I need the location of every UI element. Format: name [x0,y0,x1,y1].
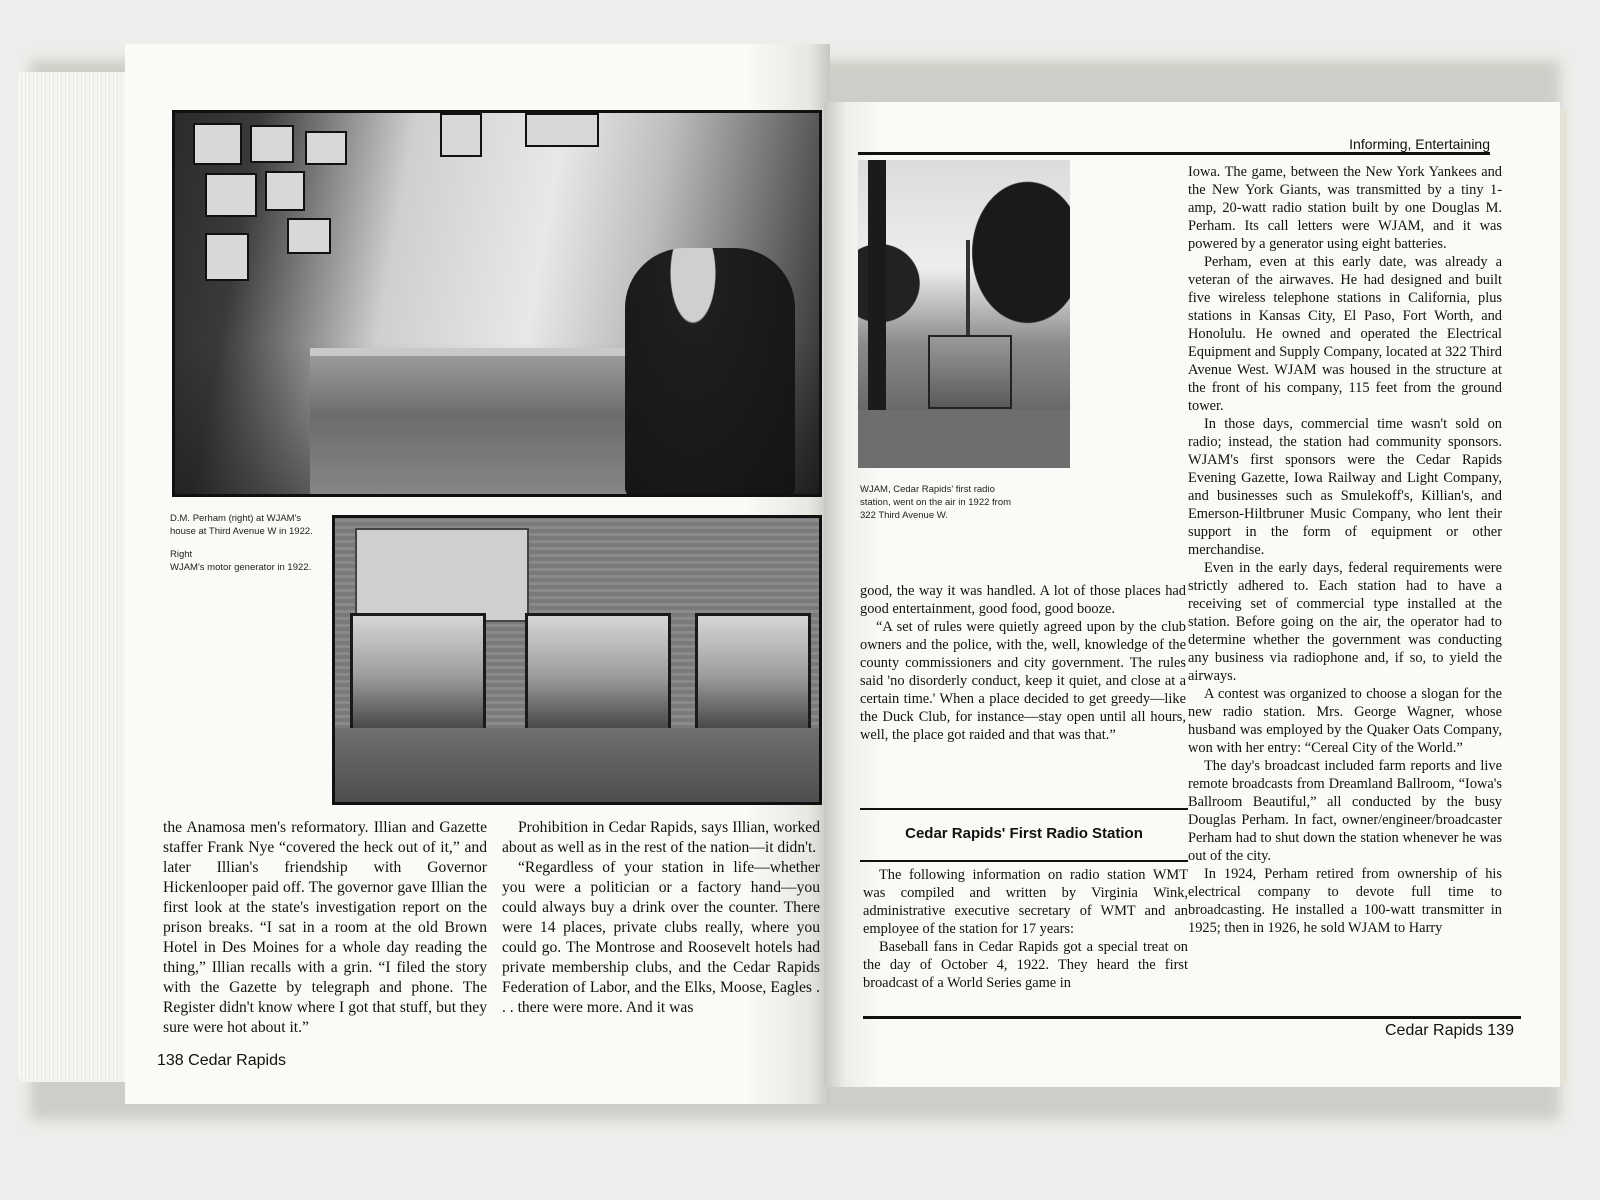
radio-tower [966,240,970,350]
folio-left: 138 Cedar Rapids [157,1052,286,1069]
paragraph: The day's broadcast included farm reports and live remote broadcasts from Dreamland Ballroom, “Iowa's Ballroom Beautiful,” all conducted by the busy Douglas Perham. In fact, owner/engineer/broadcaster Perham had to shut down the station whenever he was out of the city. [1188,758,1502,864]
generator-unit [525,613,671,739]
folio-right: Cedar Rapids 139 [1385,1022,1514,1039]
generator-unit [350,613,486,739]
caption-motor: WJAM's motor generator in 1922. [170,562,312,573]
paragraph: Even in the early days, federal requirements were strictly adhered to. Each station had to have a receiving set of commercial type installed at the station. Before going on the air, the operator had to determine whether the government was conducting any business via radiophone and, if so, to yield the airways. [1188,560,1502,684]
caption-motor-label: Right [170,549,193,560]
photo-motor-generator [332,515,822,805]
photo-perham-office [172,110,822,497]
paragraph: “Regardless of your station in life—whether you were a politician or a factory hand—you could always buy a drink over the counter. There were 14 places, private clubs really, where you could go. The Montrose and Roosevelt hotels had private membership clubs, and the Cedar Rapids Federation of Labor, and the Elks, Moose, Eagles . . . there were more. And it was [502,859,820,1016]
caption-wjam: WJAM, Cedar Rapids' first radio station, went on the air in 1922 from 322 Third Avenue W. [860,484,1012,521]
paragraph: the Anamosa men's reformatory. Illian and Gazette staffer Frank Nye “covered the heck out of it,” and later Illian's friendship with Governor Hickenlooper paid off. The governor gave Illian the first look at the state's investigation report on the prison breaks. “I sat in a room at the old Brown Hotel in Des Moines for a whole day reading the thing,” Illian recalls with a grin. “I filed the story with the Gazette by telegraph and phone. The Register didn't know where I got that stuff, but they sure were hot about it.” [163,819,487,1036]
bench [335,728,819,805]
caption-perham-office: D.M. Perham (right) at WJAM's house at Third Avenue W in 1922. [170,513,313,537]
left-column-1 [163,818,487,1038]
subhead: Cedar Rapids' First Radio Station [905,825,1143,842]
wall-sign [355,528,529,622]
page-stack-edge [18,72,130,1082]
paragraph: good, the way it was handled. A lot of those places had good entertainment, good food, good booze. [860,583,1186,617]
seated-man [625,248,795,497]
right-column [1188,163,1502,937]
paragraph: In those days, commercial time wasn't sold on radio; instead, the station had community sponsors. WJAM's first sponsors were the Cedar Rapids Evening Gazette, Iowa Railway and Light Company, and businesses such as Smulekoff's, Killian's, and Emerson-Hiltbruner Music Company, who lent their support in the form of equipment or other merchandise. [1188,416,1502,558]
paragraph: Perham, even at this early date, was already a veteran of the airwaves. He had designed and built five wireless telephone stations in California, plus stations in Kansas City, El Paso, Fort Worth, and Honolulu. He owned and operated the Electrical Equipment and Supply Company, located at 322 Third Avenue West. WJAM was housed in the structure at the front of his company, 115 feet from the ground tower. [1188,254,1502,414]
tree-trunk [868,160,886,430]
paragraph: Prohibition in Cedar Rapids, says Illian, worked about as well as in the rest of the nation—it didn't. [502,819,820,856]
left-column-2 [502,818,820,1018]
desk [310,348,640,497]
paragraph: The following information on radio station WMT was compiled and written by Virginia Wink, administrative executive secretary of WMT and an employee of the station for 17 years: [863,867,1188,937]
paragraph: A contest was organized to choose a slogan for the new radio station. Mrs. George Wagner, whose husband was employed by the Quaker Oats Company, won with her entry: “Cereal City of the World.” [1188,686,1502,756]
right-middle-column [860,582,1186,744]
right-lower-column [863,866,1188,992]
photo-wjam-station [858,160,1070,468]
house [928,335,1012,409]
street [858,410,1070,468]
paragraph: Baseball fans in Cedar Rapids got a special treat on the day of October 4, 1922. They heard the first broadcast of a World Series game in [863,939,1188,991]
paragraph: “A set of rules were quietly agreed upon by the club owners and the police, with the, well, knowledge of the county commissioners and city government. The rules said 'no disorderly conduct, keep it quiet, and close at a certain time.' When a place decided to get greedy—like the Duck Club, for instance—stay open until all hours, well, the place got raided and that was that.” [860,619,1186,743]
paragraph: In 1924, Perham retired from ownership of his electrical company to devote full time to broadcasting. He installed a 100-watt transmitter in 1925; then in 1926, he sold WJAM to Harry [1188,866,1502,936]
running-header: Informing, Entertaining [1349,136,1490,152]
header-rule [858,152,1490,155]
footer-rule [863,1016,1521,1019]
generator-unit [695,613,811,739]
paragraph: Iowa. The game, between the New York Yankees and the New York Giants, was transmitted by a tiny 1-amp, 20-watt radio station built by one Douglas M. Perham. Its call letters were WJAM, and it was powered by a generator using eight batteries. [1188,164,1502,252]
